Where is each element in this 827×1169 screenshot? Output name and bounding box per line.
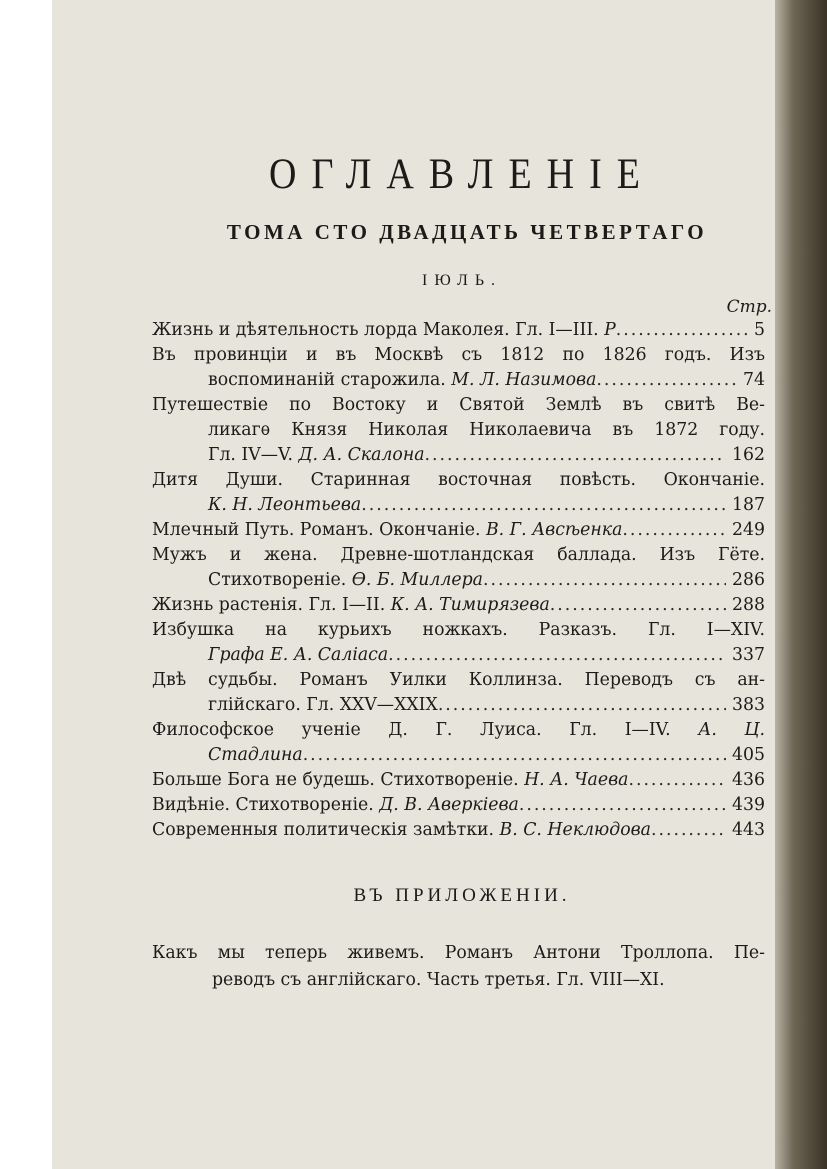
entry-text — [208, 743, 303, 768]
entry-text — [152, 395, 765, 415]
toc-entry — [152, 618, 765, 668]
entry-title: Современныя политическія замѣтки. — [152, 820, 500, 840]
entry-text — [152, 545, 765, 565]
dot-leader — [483, 568, 726, 593]
page-number: 405 — [732, 745, 765, 765]
entry-text — [152, 818, 651, 843]
toc-entry — [152, 468, 765, 518]
toc-line — [152, 668, 765, 693]
toc-line — [152, 468, 765, 493]
entry-text — [152, 518, 622, 543]
page-number: 439 — [732, 795, 765, 815]
toc-line — [152, 793, 765, 818]
entry-title: Стихотвореніе. — [208, 570, 352, 590]
toc-entry — [152, 518, 765, 543]
appendix-list — [152, 940, 765, 994]
entry-title: ликагѳ Князя Николая Николаевича въ 1872 году. — [208, 420, 765, 440]
page-number: 162 — [732, 445, 765, 465]
entry-author: М. Л. Назимова — [451, 370, 597, 390]
entry-title: Видѣніе. Стихотвореніе. — [152, 795, 380, 815]
entry-title: Мужъ и жена. Древне-шотландская баллада. Изъ Гёте. — [152, 545, 765, 565]
dot-leader — [628, 768, 726, 793]
table-of-contents — [152, 318, 765, 843]
entry-text — [152, 793, 519, 818]
toc-line — [152, 343, 765, 368]
entry-text — [208, 443, 425, 468]
appendix-heading: ВЪ ПРИЛОЖЕНІИ. — [353, 885, 571, 906]
page-number: 187 — [732, 495, 765, 515]
toc-line — [152, 418, 765, 443]
toc-line — [152, 318, 765, 343]
toc-line — [152, 818, 765, 843]
entry-author: В. Г. Авсѣенка — [485, 520, 623, 540]
toc-line — [152, 718, 765, 743]
entry-author: Графа Е. А. Саліаса — [208, 645, 389, 665]
page-column-label: Стр. — [726, 297, 772, 317]
toc-line — [152, 693, 765, 718]
entry-title: Философское ученіе Д. Г. Луиса. Гл. I—IV. — [152, 720, 699, 740]
page-number: 288 — [732, 595, 765, 615]
dot-leader — [596, 368, 737, 393]
entry-author: А. Ц. — [698, 720, 765, 740]
month-heading: ІЮЛЬ. — [421, 272, 502, 289]
toc-entry — [152, 668, 765, 718]
entry-author: К. А. Тимирязева — [390, 595, 550, 615]
toc-entry — [152, 818, 765, 843]
entry-author: Ѳ. Б. Миллера — [351, 570, 483, 590]
dot-leader — [425, 443, 726, 468]
toc-entry — [152, 718, 765, 768]
dot-leader — [550, 593, 726, 618]
entry-author: Д. А. Скалона — [298, 445, 425, 465]
toc-line — [152, 493, 765, 518]
entry-author: Стадлина — [208, 745, 303, 765]
entry-title: Больше Бога не будешь. Стихотвореніе. — [152, 770, 525, 790]
toc-line — [152, 393, 765, 418]
entry-author: Д. В. Аверкіева — [379, 795, 519, 815]
entry-author: Р — [604, 320, 616, 340]
entry-text — [152, 670, 765, 690]
entry-title: Избушка на курьихъ ножкахъ. Разказъ. Гл. I—XIV. — [152, 620, 765, 640]
entry-title: Путешествіе по Востоку и Святой Землѣ въ свитѣ Ве- — [152, 395, 765, 415]
toc-line — [152, 443, 765, 468]
toc-line — [152, 768, 765, 793]
toc-line — [152, 618, 765, 643]
entry-text — [152, 318, 616, 343]
toc-line — [152, 743, 765, 768]
dot-leader — [616, 318, 748, 343]
dot-leader — [438, 693, 726, 718]
toc-line — [152, 543, 765, 568]
toc-line — [152, 368, 765, 393]
entry-text — [208, 643, 388, 668]
entry-author: Н. А. Чаева — [524, 770, 629, 790]
entry-text — [152, 768, 628, 793]
page-number: 337 — [732, 645, 765, 665]
entry-title: Гл. IV—V. — [208, 445, 299, 465]
toc-entry — [152, 543, 765, 593]
entry-title: Въ провинціи и въ Москвѣ съ 1812 по 1826 годъ. Изъ — [152, 345, 765, 365]
entry-title: Жизнь и дѣятельность лорда Маколея. Гл. I—III. — [152, 320, 605, 340]
dot-leader — [388, 643, 726, 668]
page-number: 286 — [732, 570, 765, 590]
toc-entry — [152, 343, 765, 393]
book-binding-edge — [775, 0, 827, 1169]
entry-author: В. С. Неклюдова — [499, 820, 651, 840]
toc-entry — [152, 318, 765, 343]
entry-title: Дитя Души. Старинная восточная повѣсть. Окончаніе. — [152, 470, 765, 490]
page-number: 5 — [754, 320, 765, 340]
toc-entry — [152, 593, 765, 618]
dot-leader — [622, 518, 726, 543]
entry-text — [152, 345, 765, 365]
page-number: 436 — [732, 770, 765, 790]
page-title: ОГЛАВЛЕНІЕ — [269, 149, 655, 199]
dot-leader — [303, 743, 726, 768]
entry-text — [208, 568, 483, 593]
toc-line — [152, 518, 765, 543]
appendix-line: Какъ мы теперь живемъ. Романъ Антони Троллопа. Пе- — [152, 943, 765, 963]
entry-text — [152, 620, 765, 640]
page-number: 249 — [732, 520, 765, 540]
toc-entry — [152, 393, 765, 468]
entry-title: Жизнь растенія. Гл. I—II. — [152, 595, 391, 615]
page-number: 74 — [743, 370, 765, 390]
page-number: 383 — [732, 695, 765, 715]
toc-entry — [152, 768, 765, 793]
dot-leader — [651, 818, 726, 843]
entry-text — [208, 493, 361, 518]
paper-sheet — [52, 0, 775, 1169]
toc-line — [152, 593, 765, 618]
entry-text — [208, 420, 765, 440]
dot-leader — [361, 493, 726, 518]
dot-leader — [519, 793, 726, 818]
entry-author: К. Н. Леонтьева — [208, 495, 362, 515]
toc-line — [152, 568, 765, 593]
volume-subtitle: ТОМА СТО ДВАДЦАТЬ ЧЕТВЕРТАГО — [226, 220, 708, 244]
entry-text — [208, 368, 596, 393]
entry-text — [208, 693, 438, 718]
entry-text — [152, 593, 550, 618]
entry-title: Двѣ судьбы. Романъ Уилки Коллинза. Переводъ съ ан- — [152, 670, 765, 690]
entry-title: глійскаго. Гл. XXV—XXIX — [208, 695, 438, 715]
entry-title: воспоминаній старожила. — [208, 370, 452, 390]
entry-text — [152, 470, 765, 490]
entry-text — [152, 720, 765, 740]
toc-entry — [152, 793, 765, 818]
toc-line — [152, 643, 765, 668]
entry-title: Млечный Путь. Романъ. Окончаніе. — [152, 520, 486, 540]
page-number: 443 — [732, 820, 765, 840]
appendix-line: реводъ съ англійскаго. Часть третья. Гл. VIII—XI. — [212, 970, 665, 990]
